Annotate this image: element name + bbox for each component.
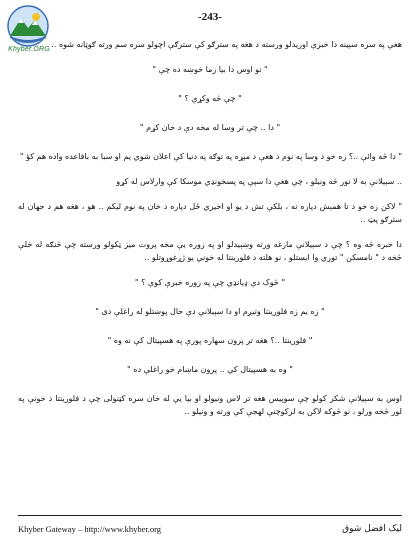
paragraph: اوس به سېيلانې شکر کولو چې سوپيس هغه تر لاس ونيولو او بيا يې له خان سره کټنولی چې د فلورينتا د خونې په لور څخه ورلو ، نو څوکه لاکن به لرکوچنې لهجې کې ورته و ونيلو .. [18, 394, 402, 416]
dialogue-line: " زه يم زه فلورينتا وتيږم او دا سېيلانې دې حال پوښتلو له راغلې دی " [95, 307, 325, 316]
logo-caption: Khyber.ORG [8, 46, 50, 53]
dialogue-line: " نو اوس دا بيا زما خوښه ده چې " [152, 65, 268, 74]
dialogue-line: " چې څه وکړې ؟ " [178, 94, 242, 103]
footer-website-link[interactable]: Khyber Gateway – http://www.khyber.org [18, 524, 162, 534]
paragraph: دا خبره څه وه ؟ چې د سېيلانې مازغه ورته وښېيدلو او په زوره يې مخه پروت ميز ټکولو ورسته چې څنګه له خلې څخه د " نامسکن " توري وا ايستلو ، نو هلته د فلورينتا له خوني يو ژړغوړوتلو .. [18, 240, 402, 262]
dialogue-line: " څوک دې ډيانډي چې په زوره خبرې کوې ؟ " [134, 278, 286, 287]
footer-author: ليک افضل شوق [342, 524, 402, 534]
paragraph: هغې په سره سېينه دا خبرې اوريدلو ورسته د هغه په سترګو کې سترګې اچولو سره سم ورته ګوټانه شوه .. [51, 40, 402, 49]
page-footer [18, 524, 402, 534]
paragraph: .. سېيلانې به لا نور څه ونيلو ، چې هغې دا سپې په پسخونډي موسکا کې وارلاس له کړو [116, 177, 402, 186]
footer-divider [18, 515, 402, 516]
page-number [0, 11, 420, 23]
page-number-text: -243- [198, 11, 222, 23]
dialogue-line: " وه به هسپيتال کې .. پرون ماښام خو راغلې ده " [127, 365, 293, 374]
dialogue-line: " دا .. چې تر وسا له مخه دې د خان کړم " [139, 123, 281, 132]
page-body [18, 38, 402, 514]
paragraph: " لاکن زه خو د تا همېش دپاره نه ، بلکې تش د يو او اخيري ځل دپاره د خان په نوم ليکم .. هو ، هغه هم د جهان له سترګو پټ .. [18, 202, 402, 224]
paragraph: " دا څه وائې ..؟ زه خو د وسا په نوم د هغې د مېړه په توګه په دنيا کې اعلان شوي يم او سبا به بافاعده واده هم کؤ " [19, 152, 402, 161]
dialogue-line: " فلورينتا ..؟ هغه تر پرون سهاره پورې په هسپيتال کې نه وه " [107, 336, 313, 345]
